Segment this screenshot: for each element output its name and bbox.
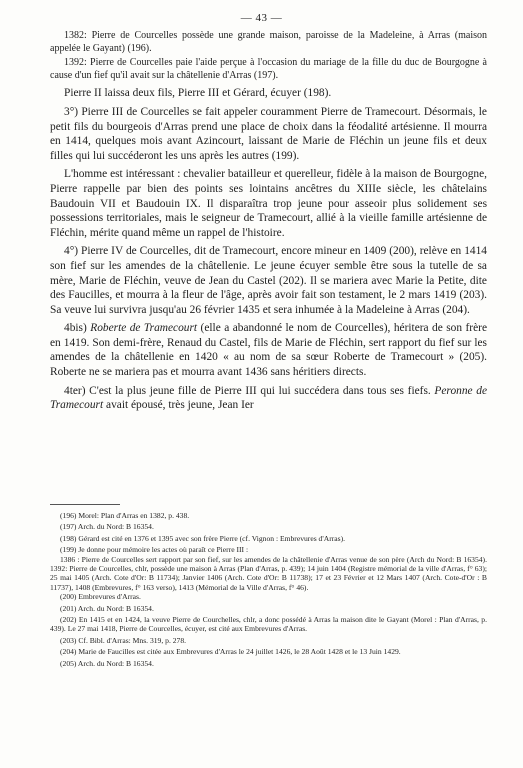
paragraph-pierre-iv: 4°) Pierre IV de Courcelles, dit de Tramecourt, encore mineur en 1409 (200), relève en 1414 son fief sur les amendes de la châtellenie. Le jeune écuyer semble être sous la tutelle de sa mère, Marie de Fléchin, veuve de Jean du Castel (202). Il se mariera avec Marie la Petite, dite des Faucilles, et mourra à la fleur de l'âge, après avoir fait son testament, le 2 mars 1419 (203). Sa veuve lui survivra jusqu'au 26 février 1435 et sera inhumée à la Madeleine à Arras (204). (50, 245, 487, 316)
footnote-202: (202) En 1415 et en 1424, la veuve Pierre de Courchelles, chlr, a donc possédé à Arras la maison dite le Gayant (Morel : Plan d'Arras, p. 439). Le 27 mai 1418, Pierre de Courcelles, écuyer, est cité aux Embrevures d'Arras. (50, 615, 487, 634)
paragraph-1382: 1382: Pierre de Courcelles possède une grande maison, paroisse de la Madeleine, à Arras (maison appelée le Gayant) (196). (50, 30, 487, 54)
footnote-198: (198) Gérard est cité en 1376 et 1395 avec son frère Pierre (cf. Vignon : Embrevures d'Arras). (60, 533, 346, 543)
paragraph-1392: 1392: Pierre de Courcelles paie l'aide perçue à l'occasion du mariage de la fille du duc de Bourgogne à cause d'un fief qu'il avait sur la châtellenie d'Arras (197). (50, 57, 487, 81)
footnote-197: (197) Arch. du Nord: B 16354. (60, 522, 154, 532)
page-number: — 43 — (240, 12, 283, 24)
paragraph-peronne-name: Peronne de Tramecourt (50, 384, 488, 412)
footnote-204: (204) Marie de Faucilles est citée aux Embrevures d'Arras le 24 juillet 1426, le 28 Août 1428 et le 13 Juin 1429. (60, 647, 401, 657)
paragraph-peronne (50, 384, 487, 413)
paragraph-roberte-rest: (elle a abandonné le nom de Courcelles), héritera de son frère en 1419. Son demi-frère, Renaud du Castel, fils de Marie de Fléchin, sert rapport du fief sur les amendes de la châtellenie en 1420 « au nom de sa sœur Roberte de Tramecourt » (205). Roberte ne se mariera pas et mourra avant 1436 sans héritiers directs. (50, 322, 487, 379)
footnote-201: (201) Arch. du Nord: B 16354. (60, 603, 154, 613)
footnotes (50, 504, 487, 670)
footnote-205: (205) Arch. du Nord: B 16354. (60, 658, 154, 668)
footnote-rule (50, 504, 120, 505)
paragraph-roberte-name: Roberte de Tramecourt (90, 322, 198, 335)
body-text (50, 30, 487, 413)
footnote-200: (200) Embrevures d'Arras. (60, 592, 141, 602)
paragraph-homme-interessant: L'homme est intéressant : chevalier batailleur et querelleur, fidèle à la maison de Bourgogne, Pierre rappelle par bien des points ses lointains ancêtres du XIIIe siècle, les châtelains Baudouin VII et Baudouin IX. Il disparaîtra trop jeune pour asseoir plus solidement ses possessions territoriales, mais le seigneur de Tramecourt, allié à la vieille famille artésienne de Fléchin, mérite quand même un rappel de l'histoire. (50, 168, 487, 239)
paragraph-roberte (50, 321, 487, 379)
paragraph-peronne-lead: 4ter) C'est la plus jeune fille de Pierre III qui lui succédera dans tous ses fiefs. (64, 384, 435, 397)
footnote-199: (199) Je donne pour mémoire les actes où paraît ce Pierre III : (60, 545, 249, 555)
footnote-196: (196) Morel: Plan d'Arras en 1382, p. 438. (60, 511, 190, 520)
footnote-203: (203) Cf. Bibl. d'Arras: Mns. 319, p. 278. (60, 635, 187, 645)
footnote-199-detail: 1386 : Pierre de Courcelles sert rapport par son fief, sur les amendes de la châtellenie d'Arras venue de son père (Arch du Nord: B 16354). 1392: Pierre de Courcelles, chlr, possède une maison à Arras (Plan d'Arras, p. 439); 14 juin 1404 (Registre mémorial de la ville d'Arras, f° 63); 25 mai 1405 (Arch. Cote d'Or: B 11734); Janvier 1406 (Arch. Cote d'Or: B 11738); 17 et 23 Février et 12 Mars 1407 (Arch. Cote-d'Or : B 11737), 1408 (Embrevures, f° 163 verso), 1413 (Mémorial de la Ville d'Arras, f° 46). (50, 554, 487, 592)
paragraph-pierre-iii: 3°) Pierre III de Courcelles se fait appeler couramment Pierre de Tramecourt. Désormais, le petit fils du bourgeois d'Arras prend une place de choix dans la féodalité artésienne. Il mourra en 1414, quelques mois avant Azincourt, laissant de Marie de Fléchin un jeune fils et deux filles qui lui succéderont les uns après les autres (199). (50, 105, 487, 162)
paragraph-pierre-ii: Pierre II laissa deux fils, Pierre III et Gérard, écuyer (198). (64, 87, 332, 100)
paragraph-peronne-rest: avait épousé, très jeune, Jean Ier (103, 399, 254, 412)
paragraph-roberte-lead: 4bis) (64, 322, 91, 335)
